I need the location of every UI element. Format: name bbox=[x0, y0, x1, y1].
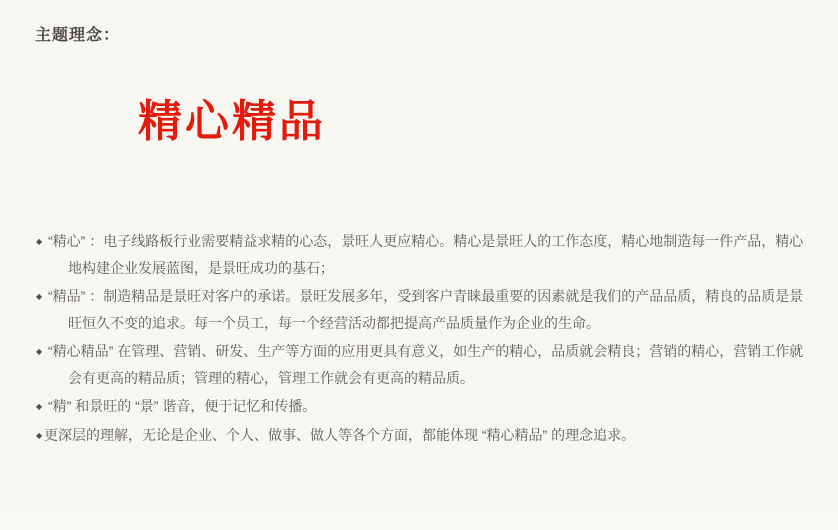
list-item bbox=[36, 228, 808, 281]
list-item bbox=[36, 338, 808, 391]
slogan-calligraphy: 精心精品 bbox=[138, 97, 326, 146]
diamond-bullet-icon: ◆ bbox=[36, 347, 43, 356]
page-title: 主题理念： bbox=[35, 27, 121, 44]
list-item-text: “精” 和景旺的 “景” 谐音，便于记忆和传播。 bbox=[48, 398, 317, 414]
diamond-bullet-icon: ◆ bbox=[36, 402, 43, 411]
diamond-bullet-icon: ◆ bbox=[36, 431, 43, 440]
concept-list bbox=[36, 228, 808, 451]
list-item bbox=[36, 422, 808, 449]
list-item-text: “精品” ：制造精品是景旺对客户的承诺。景旺发展多年，受到客户青睐最重要的因素就是我们的产品品质，精良的品质是景旺恒久不变的追求。每一个员工，每一个经营活动都把提高产品质量作为企业的生命。 bbox=[48, 288, 804, 331]
diamond-bullet-icon: ◆ bbox=[36, 292, 43, 301]
list-item bbox=[36, 393, 808, 420]
list-item-text: “精心” ：电子线路板行业需要精益求精的心态，景旺人更应精心。精心是景旺人的工作态度，精心地制造每一件产品，精心地构建企业发展蓝图，是景旺成功的基石； bbox=[48, 233, 804, 276]
footer-area bbox=[0, 513, 838, 530]
list-item bbox=[36, 283, 808, 336]
diamond-bullet-icon: ◆ bbox=[36, 237, 43, 246]
list-item-text: 更深层的理解，无论是企业、个人、做事、做人等各个方面，都能体现 “精心精品” 的理念追求。 bbox=[44, 427, 636, 443]
list-item-text: “精心精品” 在管理、营销、研发、生产等方面的应用更具有意义，如生产的精心，品质就会精良；营销的精心，营销工作就会有更高的精品质；管理的精心，管理工作就会有更高的精品质。 bbox=[48, 343, 804, 386]
